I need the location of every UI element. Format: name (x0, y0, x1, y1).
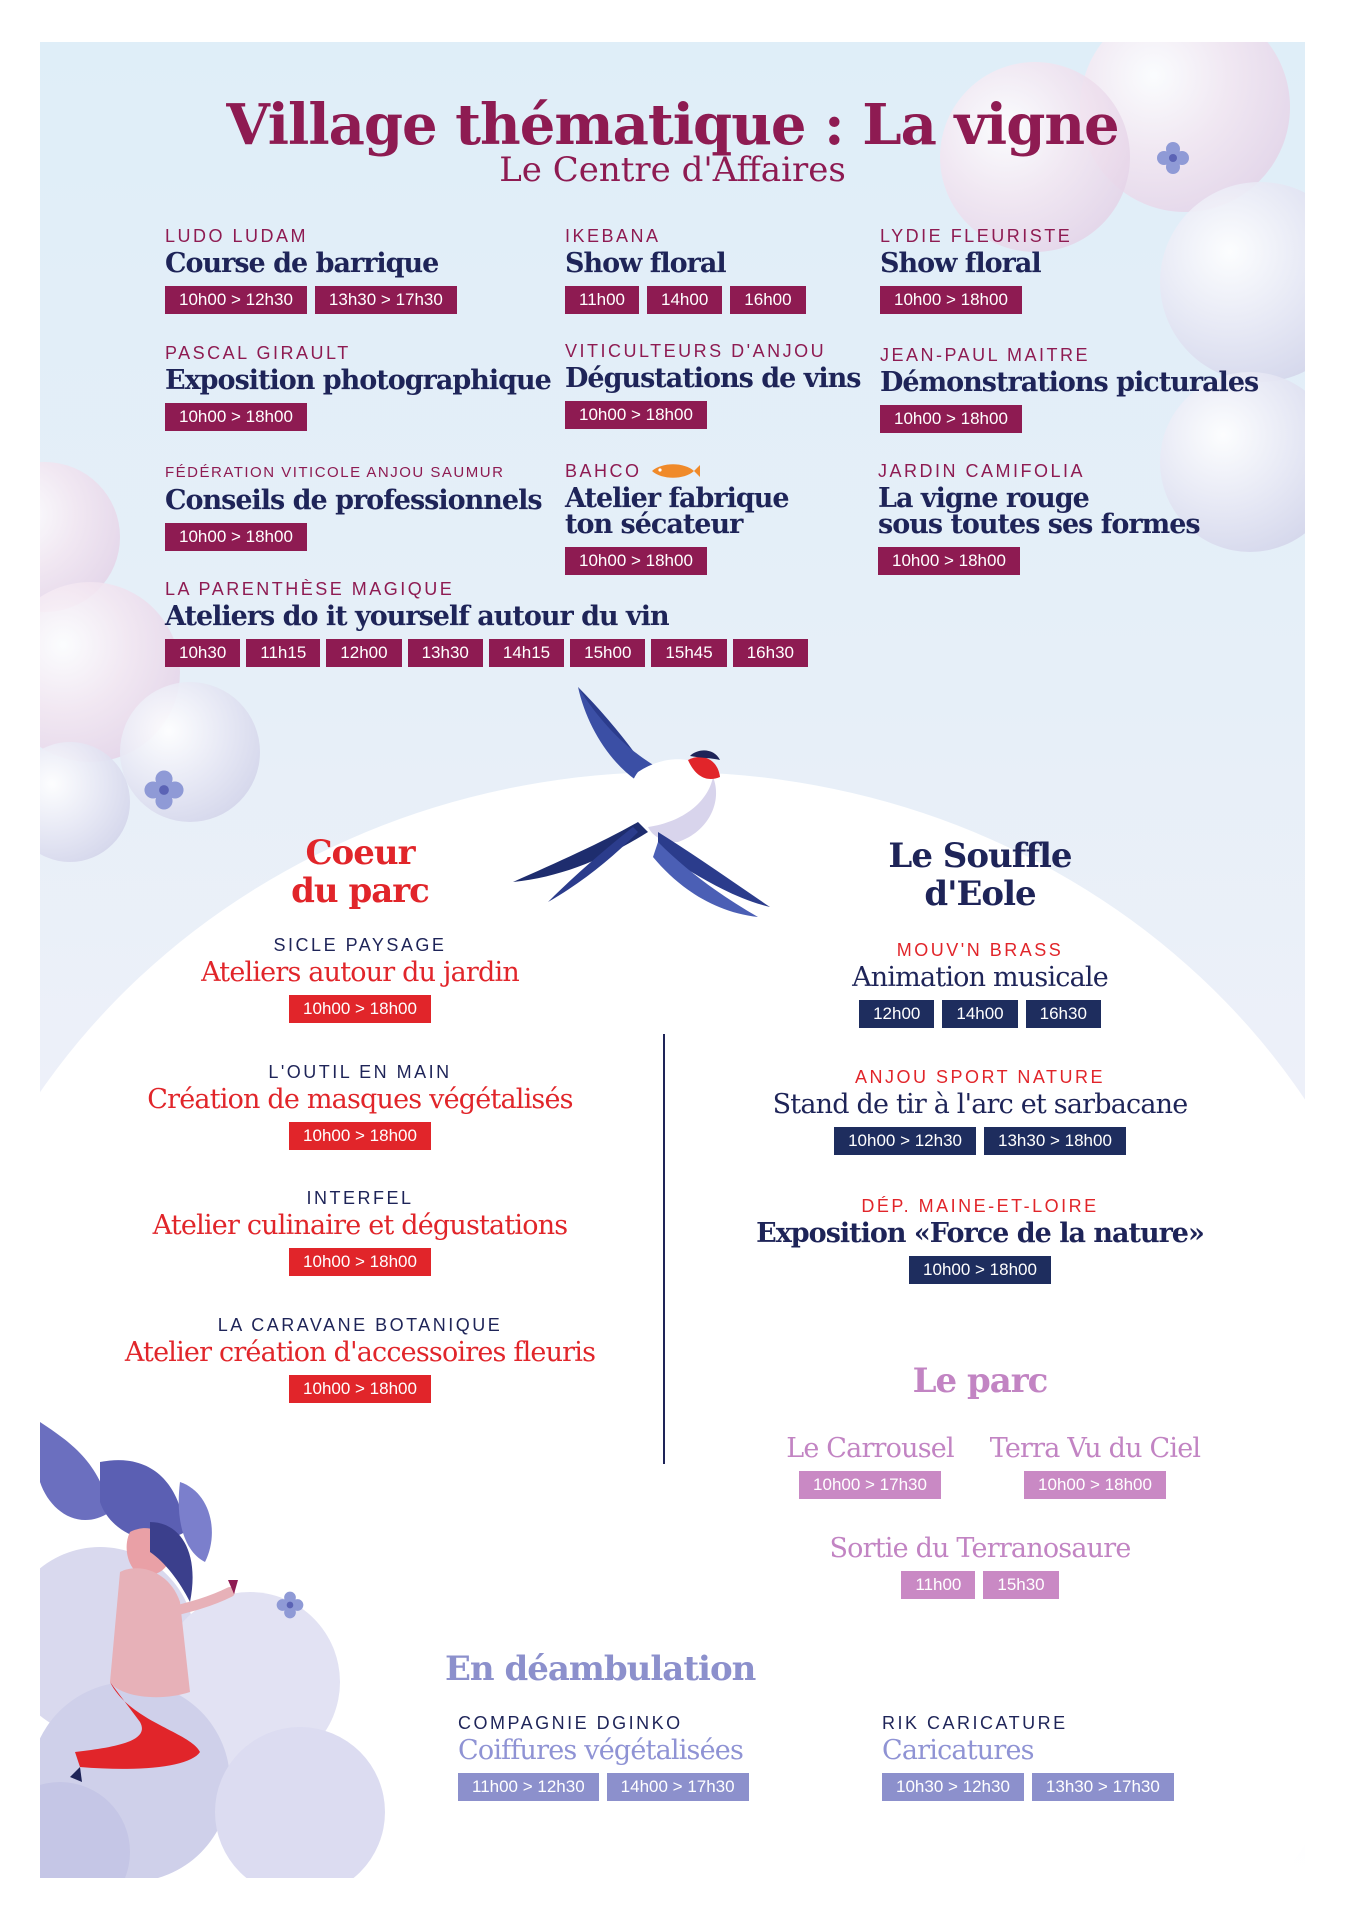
flower-icon (142, 768, 186, 812)
time-slot: 15h30 (983, 1571, 1058, 1599)
village-entry (165, 462, 542, 551)
village-entry (165, 225, 457, 314)
organizer-name: DÉP. MAINE-ET-LOIRE (861, 1196, 1099, 1216)
organizer-name: LA PARENTHÈSE MAGIQUE (165, 579, 455, 599)
time-slot: 15h45 (651, 639, 726, 667)
deambulation-entry (882, 1712, 1174, 1801)
deambulation-entry (458, 1712, 749, 1801)
time-slot: 12h00 (326, 639, 401, 667)
activity-title: Conseils de professionnels (165, 485, 542, 516)
time-slot: 10h00 > 18h00 (909, 1256, 1051, 1284)
activity-title: Ateliers do it yourself autour du vin (165, 601, 669, 632)
time-slot: 10h00 > 18h00 (880, 405, 1022, 433)
time-slot: 10h30 (165, 639, 240, 667)
organizer-name: PASCAL GIRAULT (165, 343, 351, 363)
organizer-name: JARDIN CAMIFOLIA (878, 461, 1086, 481)
organizer-name: IKEBANA (565, 226, 661, 246)
souffle-heading-line1: Le Souffle (888, 836, 1072, 876)
time-slot: 10h00 > 18h00 (289, 1248, 431, 1276)
activity-title: Caricatures (882, 1735, 1034, 1766)
village-entry (565, 225, 806, 314)
time-slot: 16h00 (730, 286, 805, 314)
souffle-entry (680, 1195, 1280, 1284)
activity-title: Show floral (565, 248, 726, 279)
time-slot: 10h00 > 18h00 (565, 401, 707, 429)
activity-title: Coiffures végétalisées (458, 1735, 744, 1766)
coeur-entry (60, 1061, 660, 1150)
coeur-heading (210, 834, 510, 910)
organizer-name: JEAN-PAUL MAITRE (880, 345, 1091, 365)
fish-logo-icon (648, 462, 700, 480)
time-slot: 10h00 > 18h00 (289, 995, 431, 1023)
time-slot: 12h00 (859, 1000, 934, 1028)
activity-title: Démonstrations picturales (880, 367, 1259, 398)
bubble-decoration (40, 742, 130, 862)
time-slot: 10h00 > 12h30 (834, 1127, 976, 1155)
parc-entry (750, 1432, 990, 1499)
activity-title: Création de masques végétalisés (147, 1084, 573, 1115)
coeur-heading-line1: Coeur (305, 833, 415, 873)
souffle-heading-line2: d'Eole (924, 874, 1036, 914)
organizer-name: SICLE PAYSAGE (273, 935, 447, 955)
activity-title: Sortie du Terranosaure (829, 1533, 1131, 1564)
time-slot: 14h00 (942, 1000, 1017, 1028)
activity-title-line2: sous toutes ses formes (878, 509, 1200, 540)
souffle-entry (680, 939, 1280, 1028)
time-slot: 10h00 > 18h00 (880, 286, 1022, 314)
coeur-entry (60, 934, 660, 1023)
time-slot: 10h00 > 18h00 (1024, 1471, 1166, 1499)
parc-heading: Le parc (912, 1361, 1048, 1401)
activity-title: Course de barrique (165, 248, 439, 279)
time-slot: 10h00 > 18h00 (289, 1375, 431, 1403)
time-slot: 10h00 > 18h00 (289, 1122, 431, 1150)
organizer-name: COMPAGNIE DGINKO (458, 1713, 683, 1733)
village-entry (565, 460, 789, 575)
organizer-name: MOUV'N BRASS (896, 940, 1064, 960)
activity-title: Atelier fabrique (565, 483, 789, 514)
swallow-illustration (508, 682, 808, 952)
time-slot: 10h00 > 18h00 (165, 403, 307, 431)
time-slot: 13h30 > 18h00 (984, 1127, 1126, 1155)
time-slot: 10h00 > 17h30 (799, 1471, 941, 1499)
activity-title: La vigne rouge (878, 483, 1089, 514)
village-entry (565, 340, 860, 429)
activity-title: Exposition «Force de la nature» (756, 1218, 1204, 1249)
time-slot: 13h30 > 17h30 (315, 286, 457, 314)
time-slot: 11h00 > 12h30 (458, 1773, 599, 1801)
bubble-decoration (120, 682, 260, 822)
time-slot: 10h00 > 12h30 (165, 286, 307, 314)
coeur-entry (60, 1187, 660, 1276)
time-slot: 13h30 (408, 639, 483, 667)
parc-entry (780, 1532, 1180, 1599)
organizer-name: LA CARAVANE BOTANIQUE (217, 1315, 503, 1335)
activity-title: Le Carrousel (786, 1433, 954, 1464)
organizer-name: LYDIE FLEURISTE (880, 226, 1073, 246)
column-divider (663, 1034, 665, 1464)
time-slot: 14h00 > 17h30 (607, 1773, 749, 1801)
organizer-name: RIK CARICATURE (882, 1713, 1068, 1733)
organizer-name: ANJOU SPORT NATURE (854, 1067, 1106, 1087)
deambulation-heading: En déambulation (445, 1649, 756, 1689)
activity-title: Stand de tir à l'arc et sarbacane (772, 1089, 1188, 1120)
village-entry (880, 225, 1072, 314)
woman-with-wine-illustration (40, 1422, 400, 1878)
time-slot: 11h00 (901, 1571, 975, 1599)
time-slot: 10h30 > 12h30 (882, 1773, 1024, 1801)
time-slot: 11h15 (246, 639, 320, 667)
activity-title: Atelier culinaire et dégustations (152, 1210, 568, 1241)
coeur-heading-line2: du parc (291, 871, 429, 911)
organizer-name: LUDO LUDAM (165, 226, 309, 246)
coeur-entry (60, 1314, 660, 1403)
time-slot: 15h00 (570, 639, 645, 667)
souffle-heading (820, 837, 1140, 913)
page-title: Village thématique : La vigne (226, 92, 1119, 158)
time-slot: 16h30 (733, 639, 808, 667)
time-slot: 14h00 (647, 286, 722, 314)
activity-title: Atelier création d'accessoires fleuris (124, 1337, 596, 1368)
organizer-name: L'OUTIL EN MAIN (268, 1062, 452, 1082)
activity-title: Exposition photographique (165, 365, 551, 396)
time-slot: 11h00 (565, 286, 639, 314)
organizer-name: FÉDÉRATION VITICOLE ANJOU SAUMUR (165, 464, 505, 481)
village-entry (165, 342, 551, 431)
time-slot: 10h00 > 18h00 (165, 523, 307, 551)
activity-title: Show floral (880, 248, 1041, 279)
village-entry (878, 460, 1200, 575)
activity-title: Ateliers autour du jardin (201, 957, 519, 988)
organizer-name: INTERFEL (306, 1188, 414, 1208)
activity-title-line2: ton sécateur (565, 509, 743, 540)
time-slot: 14h15 (489, 639, 564, 667)
souffle-entry (680, 1066, 1280, 1155)
time-slot: 10h00 > 18h00 (565, 547, 707, 575)
page-subtitle: Le Centre d'Affaires (499, 150, 846, 190)
organizer-name: BAHCO (565, 461, 642, 481)
village-entry (880, 344, 1258, 433)
activity-title: Animation musicale (852, 962, 1108, 993)
poster (40, 42, 1305, 1878)
time-slot: 13h30 > 17h30 (1032, 1773, 1174, 1801)
activity-title: Dégustations de vins (565, 363, 861, 394)
organizer-name: VITICULTEURS D'ANJOU (565, 341, 827, 361)
time-slot: 10h00 > 18h00 (878, 547, 1020, 575)
flower-icon (275, 1590, 305, 1620)
activity-title: Terra Vu du Ciel (989, 1433, 1201, 1464)
village-entry (165, 578, 808, 667)
time-slot: 16h30 (1026, 1000, 1101, 1028)
parc-entry (965, 1432, 1225, 1499)
